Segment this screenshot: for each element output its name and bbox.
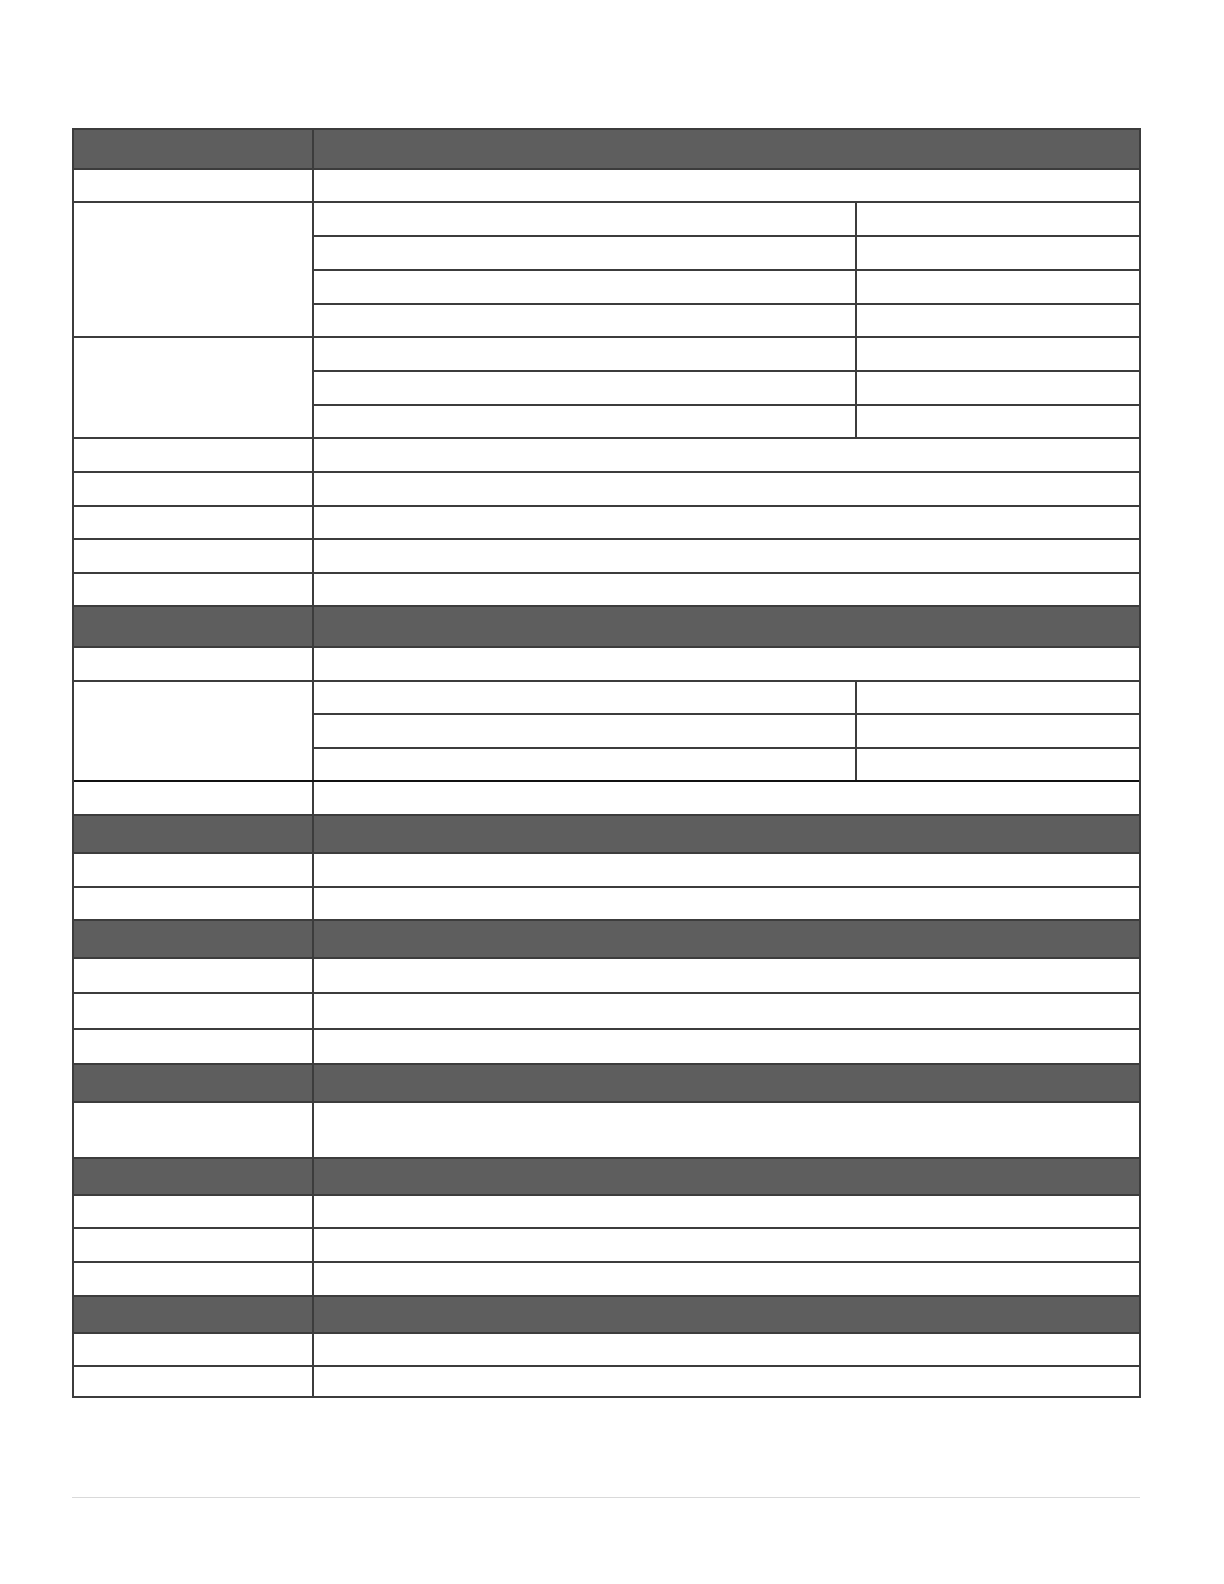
row-divider <box>74 1227 1139 1229</box>
row-value <box>314 994 1139 1028</box>
row-value <box>314 782 1139 814</box>
subrow-value <box>857 271 1139 302</box>
subrow-value <box>857 203 1139 234</box>
row-divider <box>74 1028 1139 1030</box>
section-header-6 <box>74 1159 1139 1194</box>
row-divider <box>74 1194 1139 1196</box>
row-divider <box>74 538 1139 540</box>
row-divider <box>74 814 1139 816</box>
row-divider <box>314 713 1139 715</box>
row-divider <box>74 886 1139 888</box>
section-header-1 <box>74 130 1139 168</box>
subrow-value <box>857 682 1139 713</box>
row-value <box>314 439 1139 470</box>
section-header-3 <box>74 816 1139 852</box>
row-label <box>74 540 312 571</box>
subrow-name <box>314 682 855 713</box>
row-divider <box>74 1063 1139 1065</box>
row-label <box>74 1263 312 1295</box>
row-divider <box>74 1101 1139 1103</box>
subrow-name <box>314 372 855 403</box>
subrow-value <box>857 372 1139 403</box>
row-label <box>74 1229 312 1261</box>
row-value <box>314 648 1139 680</box>
row-divider <box>74 1261 1139 1263</box>
subrow-value <box>857 715 1139 746</box>
row-label <box>74 439 312 470</box>
subrow-value <box>857 305 1139 336</box>
row-value <box>314 888 1139 919</box>
row-divider <box>74 919 1139 921</box>
row-label <box>74 994 312 1028</box>
row-label <box>74 888 312 919</box>
row-value <box>314 574 1139 605</box>
subrow-name <box>314 237 855 268</box>
row-label <box>74 203 312 336</box>
row-label <box>74 338 312 437</box>
row-divider <box>74 1295 1139 1297</box>
spec-table <box>72 128 1141 1398</box>
subrow-value <box>857 749 1139 780</box>
subrow-name <box>314 338 855 369</box>
subrow-name <box>314 749 855 780</box>
subrow-name <box>314 305 855 336</box>
row-label <box>74 1334 312 1365</box>
row-value <box>314 1103 1139 1157</box>
section-header-7 <box>74 1297 1139 1332</box>
row-value <box>314 473 1139 504</box>
row-value <box>314 1030 1139 1063</box>
row-value <box>314 1334 1139 1365</box>
row-label <box>74 473 312 504</box>
row-divider <box>74 992 1139 994</box>
row-label <box>74 854 312 885</box>
row-divider <box>74 605 1139 607</box>
row-divider <box>314 404 1139 406</box>
subrow-value <box>857 338 1139 369</box>
row-value <box>314 507 1139 538</box>
row-divider <box>314 269 1139 271</box>
subrow-name <box>314 271 855 302</box>
row-divider <box>74 201 1139 203</box>
row-label <box>74 1196 312 1227</box>
row-divider <box>314 747 1139 749</box>
row-label <box>74 574 312 605</box>
section-header-5 <box>74 1065 1139 1101</box>
row-divider <box>74 1365 1139 1367</box>
row-divider <box>74 336 1139 338</box>
section-header-4 <box>74 921 1139 957</box>
subrow-name <box>314 203 855 234</box>
row-divider <box>74 646 1139 648</box>
row-label <box>74 507 312 538</box>
row-label <box>74 1103 312 1157</box>
row-value <box>314 1367 1139 1396</box>
row-label <box>74 170 312 201</box>
subcolumn-divider <box>855 680 857 780</box>
row-divider <box>74 852 1139 854</box>
row-value <box>314 1263 1139 1295</box>
subrow-name <box>314 715 855 746</box>
row-value <box>314 1196 1139 1227</box>
footer-rule <box>72 1497 1140 1498</box>
row-divider <box>74 471 1139 473</box>
row-divider <box>74 168 1139 170</box>
row-divider <box>74 437 1139 439</box>
row-value <box>314 959 1139 992</box>
row-divider <box>74 780 1139 782</box>
row-value <box>314 1229 1139 1261</box>
row-value <box>314 170 1139 201</box>
subrow-value <box>857 406 1139 437</box>
row-divider <box>74 1332 1139 1334</box>
row-divider <box>74 505 1139 507</box>
column-divider <box>312 130 314 1396</box>
row-label <box>74 959 312 992</box>
row-label <box>74 648 312 680</box>
subrow-value <box>857 237 1139 268</box>
row-divider <box>314 235 1139 237</box>
row-value <box>314 540 1139 571</box>
row-divider <box>74 572 1139 574</box>
row-label <box>74 682 312 780</box>
row-label <box>74 782 312 814</box>
row-divider <box>74 957 1139 959</box>
subrow-name <box>314 406 855 437</box>
row-label <box>74 1030 312 1063</box>
row-label <box>74 1367 312 1396</box>
row-value <box>314 854 1139 885</box>
row-divider <box>74 680 1139 682</box>
section-header-2 <box>74 607 1139 646</box>
row-divider <box>74 1157 1139 1159</box>
row-divider <box>314 370 1139 372</box>
row-divider <box>314 303 1139 305</box>
